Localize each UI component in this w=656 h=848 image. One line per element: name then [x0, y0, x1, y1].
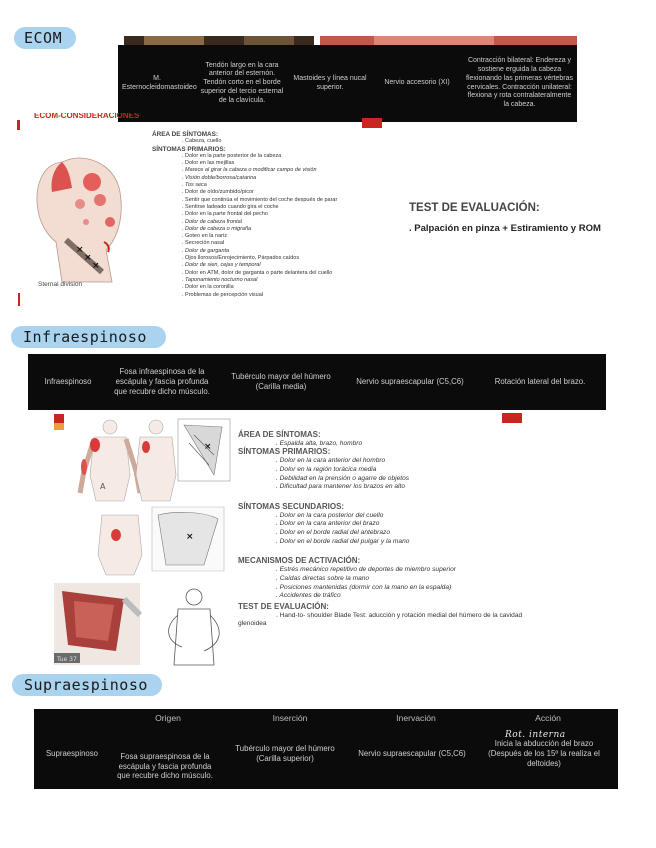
ecom-primary-item: . Ojos llorosos/Enrojecimiento, Párpados caídos: [182, 255, 300, 262]
infra-mechanisms-item: . Accidentes de tráfico: [276, 592, 341, 600]
ecom-insertion-cell: Mastoides y línea nucal superior.: [293, 74, 367, 91]
ecom-primary-item: . Dolor de oído/zumbido/picor: [182, 189, 254, 196]
ecom-muscle-cell: M. Esternocleidomastoideo: [122, 74, 197, 91]
ecom-primary-item: . Dolor en las mejillas: [182, 160, 235, 167]
supra-section-tag: Supraespinoso: [12, 674, 162, 696]
infra-mechanisms-title: MECANISMOS DE ACTIVACIÓN:: [238, 556, 361, 566]
infra-primary-item: . Dificultad para mantener los brazos en alto: [276, 483, 406, 491]
ecom-red-marker-right: [362, 118, 382, 128]
infra-muscle-cell: Infraespinoso: [44, 377, 92, 387]
ecom-primary-item: . Dolor en la parte frontal del pecho: [182, 211, 268, 218]
ecom-test-title: TEST DE EVALUACIÓN:: [409, 202, 540, 214]
ecom-primary-item: . Visión doble/borrosa/catarina: [182, 174, 257, 181]
ecom-primary-item: . Taponamiento nocturno nasal: [182, 276, 258, 283]
supra-header-insertion: Inserción: [272, 713, 308, 723]
infra-test-title: TEST DE EVALUACIÓN:: [238, 601, 329, 611]
supra-action-cell: Inicia la abducción del brazo (Después de los 15º la realiza el deltoides): [488, 739, 600, 768]
infra-mechanisms-item: . Posiciones mantenidas (dormir con la mano en la espalda): [276, 583, 452, 591]
ecom-primary-item: . Dolor en la parte posterior de la cabeza: [182, 152, 282, 159]
supra-origin-cell: Fosa supraespinosa de la escápula y fascia profunda que recubre dicho músculo.: [117, 751, 213, 781]
supra-table-header: [110, 713, 618, 723]
infra-secondary-title: SÍNTOMAS SECUNDARIOS:: [238, 501, 345, 511]
ecom-primary-item: . Sentir que continúa el movimiento del coche después de parar: [182, 196, 338, 203]
infra-section-tag: Infraespinoso: [11, 326, 166, 348]
svg-text:×: ×: [204, 442, 212, 452]
infra-insertion-cell: Tubérculo mayor del húmero (Carilla media): [231, 372, 331, 391]
ecom-primary-item: . Dolor de garganta: [182, 247, 230, 254]
ecom-area-item: . Cabeza, cuello: [182, 138, 222, 145]
supra-header-origin: Origen: [155, 713, 181, 723]
supra-muscle-cell: Supraespinoso: [45, 749, 99, 759]
infra-primary-item: . Debilidad en la prensión o agarre de objetos: [276, 474, 410, 482]
ecom-primary-item: . Dolor en ATM, dolor de garganta o parte delantera del cuello: [182, 269, 333, 276]
ecom-muscle-table: [118, 45, 577, 122]
svg-text:×: ×: [92, 261, 100, 271]
infra-symptom-notes: [238, 428, 528, 629]
ecom-primary-item: . Dolor de cabeza o migraña: [182, 225, 252, 232]
ecom-primary-item: . Sentirse ladeado cuando gira el coche: [182, 203, 279, 210]
ecom-primary-title: SÍNTOMAS PRIMARIOS:: [152, 145, 226, 153]
infra-red-marker-right: [502, 413, 522, 423]
infra-secondary-item: . Dolor en la cara posterior del cuello: [276, 511, 384, 519]
infra-muscle-table: [28, 354, 606, 410]
infra-mechanisms-item: . Caídas directas sobre la mano: [276, 574, 370, 582]
infra-primary-title: SÍNTOMAS PRIMARIOS:: [238, 447, 331, 457]
svg-text:×: ×: [84, 253, 92, 263]
infra-mechanisms-item: . Estrés mecánico repetitivo de deportes de miembro superior: [276, 566, 456, 574]
infra-action-cell: Rotación lateral del brazo.: [494, 377, 586, 387]
ecom-primary-item: . Goteo en la nariz: [182, 233, 227, 240]
infra-area-title: ÁREA DE SÍNTOMAS:: [238, 430, 321, 439]
ecom-primary-item: . Tos seca: [182, 182, 207, 189]
ecom-area-title: ÁREA DE SÍNTOMAS:: [152, 131, 219, 138]
ecom-trigger-point-figure: [22, 152, 132, 287]
ecom-primary-item: . Dolor de sien, cejas y temporal: [182, 262, 261, 269]
ecom-origin-cell: Tendón largo en la cara anterior del esternón. Tendón corto en el borde superior del tercio esternal de la clavícula.: [200, 61, 284, 104]
ecom-primary-item: . Mareos al girar la cabeza o modificar campo de visión: [182, 167, 317, 174]
supra-header-nerve: Inervación: [396, 713, 436, 723]
infra-primary-item: . Dolor en la región torácica media: [276, 465, 377, 473]
ecom-action-cell: Contracción bilateral: Endereza y sostiene erguida la cabeza flexionando las primeras vértebras cervicales. Contracción unilateral: flexiona y rota contralateralmente la cabeza.: [466, 57, 573, 108]
infra-nerve-cell: Nervio supraescapular (C5,C6): [356, 377, 464, 387]
ecom-red-marker-bottom: [18, 293, 20, 306]
ecom-symptom-notes: [152, 131, 382, 299]
ecom-nerve-cell: Nervio accesorio (XI): [384, 79, 450, 87]
supra-insertion-cell: Tubérculo mayor del húmero (Carilla superior): [235, 744, 335, 763]
svg-text:×: ×: [76, 245, 84, 255]
ecom-figure-caption: Sternal division: [38, 281, 83, 288]
infra-area-item: . Espalda alta, brazo, hombro: [276, 439, 363, 447]
ecom-primary-item: . Dolor de cabeza frontal: [182, 218, 242, 225]
ecom-primary-item: . Problemas de percepción visual: [182, 291, 264, 298]
infra-secondary-item: . Dolor en la cara anterior del brazo: [276, 520, 380, 528]
svg-text:×: ×: [186, 532, 194, 542]
ecom-primary-item: . Secreción nasal: [182, 240, 225, 247]
infra-secondary-item: . Dolor en el borde radial del pulgar y la mano: [276, 537, 410, 545]
infra-figure-label: A: [100, 482, 106, 491]
ecom-primary-item: . Dolor en la coronilla: [182, 284, 234, 291]
infra-origin-cell: Fosa infraespinosa de la escápula y fascia profunda que recubre dicho músculo.: [114, 367, 210, 396]
supra-nerve-cell: Nervio supraescapular (C5,C6): [358, 749, 466, 759]
ecom-section-tag: ECOM: [14, 27, 76, 49]
infra-figure-caption: Tue 37: [57, 656, 77, 663]
supra-header-action: Acción: [535, 713, 561, 723]
supra-handwritten-note: Rot. interna: [505, 730, 566, 740]
infra-test-text: . Hand-to- shoulder Blade Test: aducción y rotación medial del húmero de la cavidad glenoidea: [238, 611, 523, 628]
ecom-considerations-heading: ECOM-CONSIDERACIONES: [34, 113, 140, 120]
ecom-test-item: . Palpación en pinza + Estiramiento y ROM: [409, 223, 601, 234]
ecom-red-marker: [17, 120, 20, 130]
infra-primary-item: . Dolor en la cara anterior del hombro: [276, 457, 386, 465]
infra-secondary-item: . Dolor en el borde radial del antebrazo: [276, 529, 390, 537]
infra-trigger-point-figure: [54, 415, 234, 667]
